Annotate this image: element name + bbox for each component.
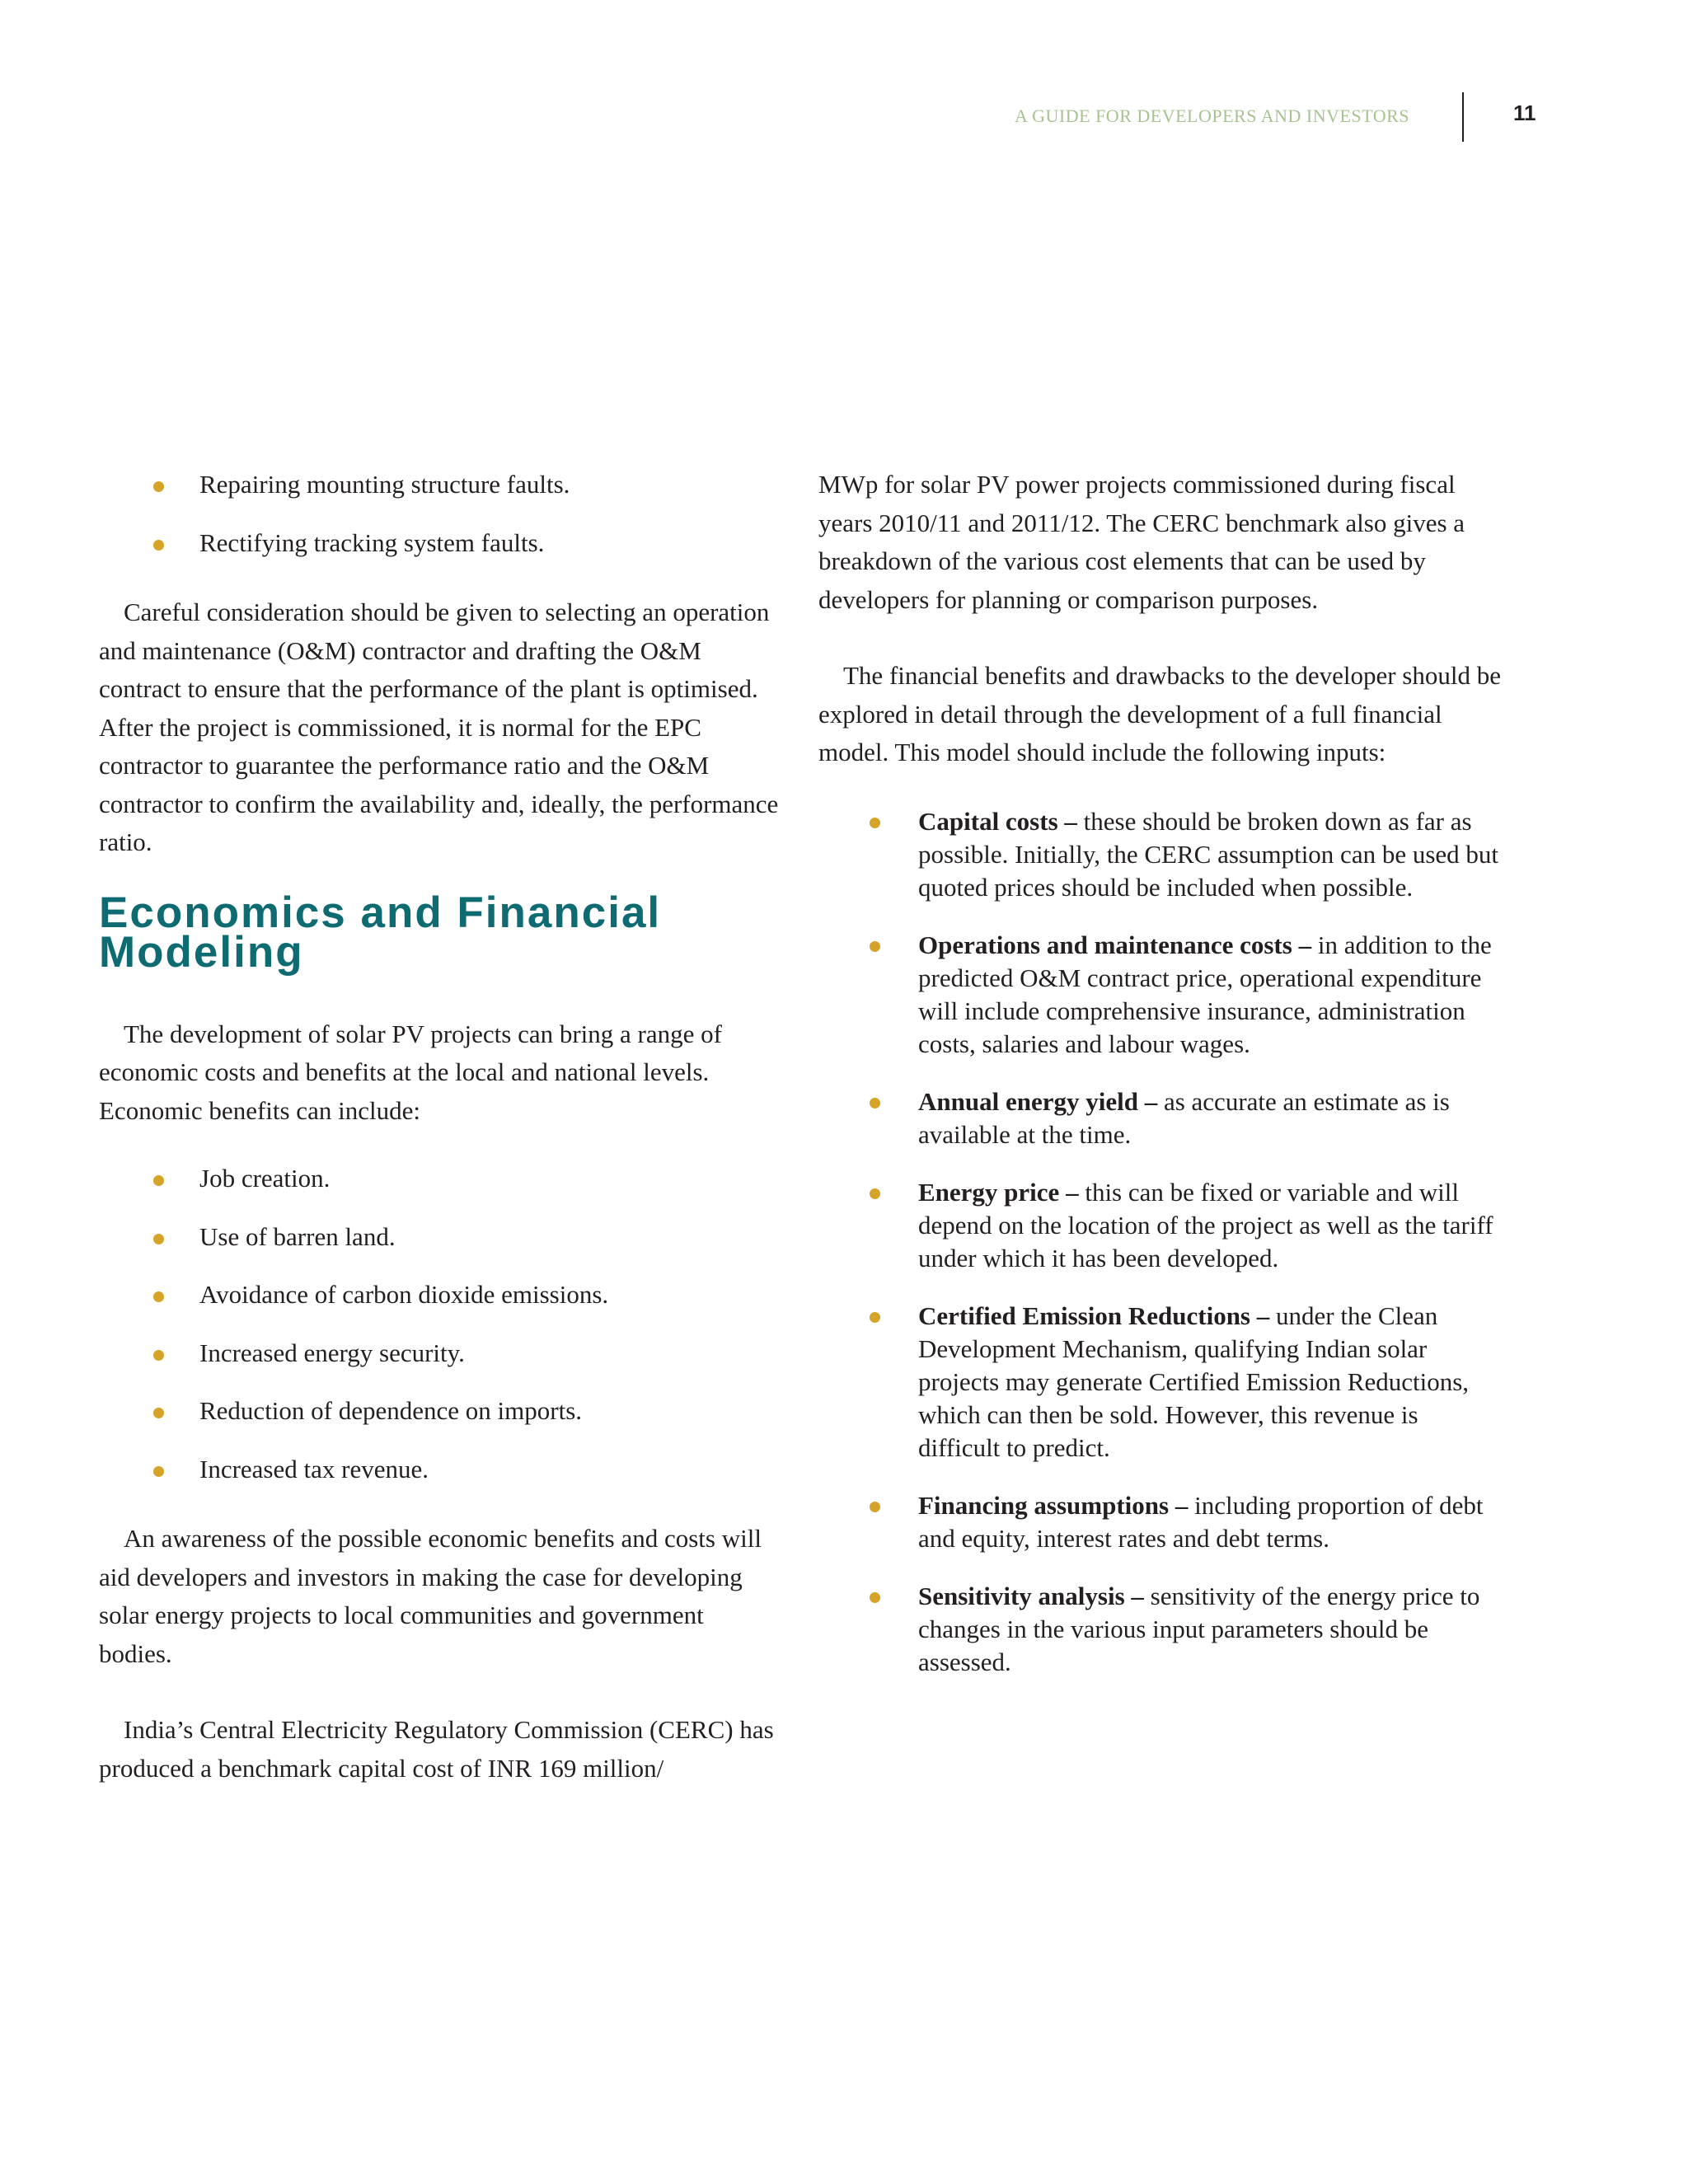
list-item: Job creation. <box>99 1160 783 1198</box>
list-item <box>818 1085 1503 1151</box>
right-column <box>818 466 1503 1704</box>
list-item <box>818 1489 1503 1555</box>
input-term: Capital costs – <box>918 806 1077 836</box>
input-description: in addition to the predicted O&M contract price, operational expenditure will include comprehensive insurance, administration costs, salaries and labour wages. <box>918 930 1492 1058</box>
input-term: Energy price – <box>918 1177 1079 1207</box>
paragraph-om-contractor: Careful consideration should be given to selecting an operation and maintenance (O&M) contractor and drafting the O&M contract to ensure that the performance of the plant is optimised. After the project is commissioned, it is normal for the EPC contractor to guarantee the performance ratio and the O&M contractor to confirm the availability and, ideally, the performance ratio. <box>99 598 779 856</box>
list-item: Increased energy security. <box>99 1334 783 1373</box>
paragraph-financial-model: The financial benefits and drawbacks to the developer should be explored in detail through the development of a full financial model. This model should include the following inputs: <box>818 661 1501 766</box>
list-item: Avoidance of carbon dioxide emissions. <box>99 1276 783 1315</box>
bullet-icon <box>870 1188 880 1199</box>
input-description: under the Clean Development Mechanism, qualifying Indian solar projects may generate Certified Emission Reductions, which can then be sold. However, this revenue is difficult to predict. <box>918 1301 1470 1462</box>
benefits-bullet-list <box>99 1160 783 1488</box>
bullet-icon <box>153 1408 164 1418</box>
model-inputs-list <box>818 805 1503 1679</box>
maintenance-bullet-list <box>99 466 783 562</box>
input-description: including proportion of debt and equity, interest rates and debt terms. <box>918 1490 1484 1553</box>
list-item: Reduction of dependence on imports. <box>99 1392 783 1431</box>
paragraph-cerc-benchmark: India’s Central Electricity Regulatory Commission (CERC) has produced a benchmark capital cost of INR 169 million/ <box>99 1715 774 1783</box>
input-description: as accurate an estimate as is available at the time. <box>918 1086 1450 1149</box>
left-column <box>99 466 783 1788</box>
bullet-icon <box>870 818 880 828</box>
input-term: Operations and maintenance costs – <box>918 930 1312 959</box>
bullet-icon <box>153 481 164 492</box>
input-description: this can be fixed or variable and will depend on the location of the project as well as the tariff under which it has been developed. <box>918 1177 1493 1272</box>
bullet-icon <box>153 1175 164 1186</box>
bullet-icon <box>870 1312 880 1323</box>
list-item: Repairing mounting structure faults. <box>99 466 783 504</box>
list-item <box>818 1176 1503 1275</box>
input-term: Annual energy yield – <box>918 1086 1158 1116</box>
paragraph-cerc-continued: MWp for solar PV power projects commissioned during fiscal years 2010/11 and 2011/12. The CERC benchmark also gives a breakdown of the various cost elements that can be used by developers for planning or comparison purposes. <box>818 470 1465 614</box>
input-term: Sensitivity analysis – <box>918 1581 1144 1610</box>
list-item: Increased tax revenue. <box>99 1451 783 1489</box>
bullet-icon <box>153 540 164 551</box>
header-divider <box>1462 92 1464 142</box>
list-item <box>818 1580 1503 1679</box>
input-term: Certified Emission Reductions – <box>918 1301 1270 1330</box>
bullet-icon <box>870 1592 880 1603</box>
page-header <box>0 91 1688 157</box>
paragraph-awareness: An awareness of the possible economic benefits and costs will aid developers and investors in making the case for developing solar energy projects to local communities and government bodies. <box>99 1524 762 1668</box>
list-item <box>818 1300 1503 1465</box>
bullet-icon <box>153 1350 164 1361</box>
list-item: Rectifying tracking system faults. <box>99 524 783 563</box>
list-item <box>818 805 1503 904</box>
list-item <box>818 929 1503 1061</box>
bullet-icon <box>870 941 880 952</box>
list-item: Use of barren land. <box>99 1218 783 1257</box>
bullet-icon <box>153 1466 164 1477</box>
bullet-icon <box>153 1291 164 1302</box>
input-description: these should be broken down as far as possible. Initially, the CERC assumption can be used but quoted prices should be included when possible. <box>918 806 1499 902</box>
running-title: A GUIDE FOR DEVELOPERS AND INVESTORS <box>1014 105 1409 126</box>
input-term: Financing assumptions – <box>918 1490 1189 1520</box>
bullet-icon <box>870 1098 880 1108</box>
bullet-icon <box>870 1502 880 1512</box>
paragraph-development: The development of solar PV projects can bring a range of economic costs and benefits at the local and national levels. Economic benefits can include: <box>99 1019 722 1125</box>
section-heading: Economics and Financial Modeling <box>99 888 662 977</box>
bullet-icon <box>153 1234 164 1244</box>
input-description: sensitivity of the energy price to changes in the various input parameters should be assessed. <box>918 1581 1480 1676</box>
page-number: 11 <box>1513 101 1536 125</box>
